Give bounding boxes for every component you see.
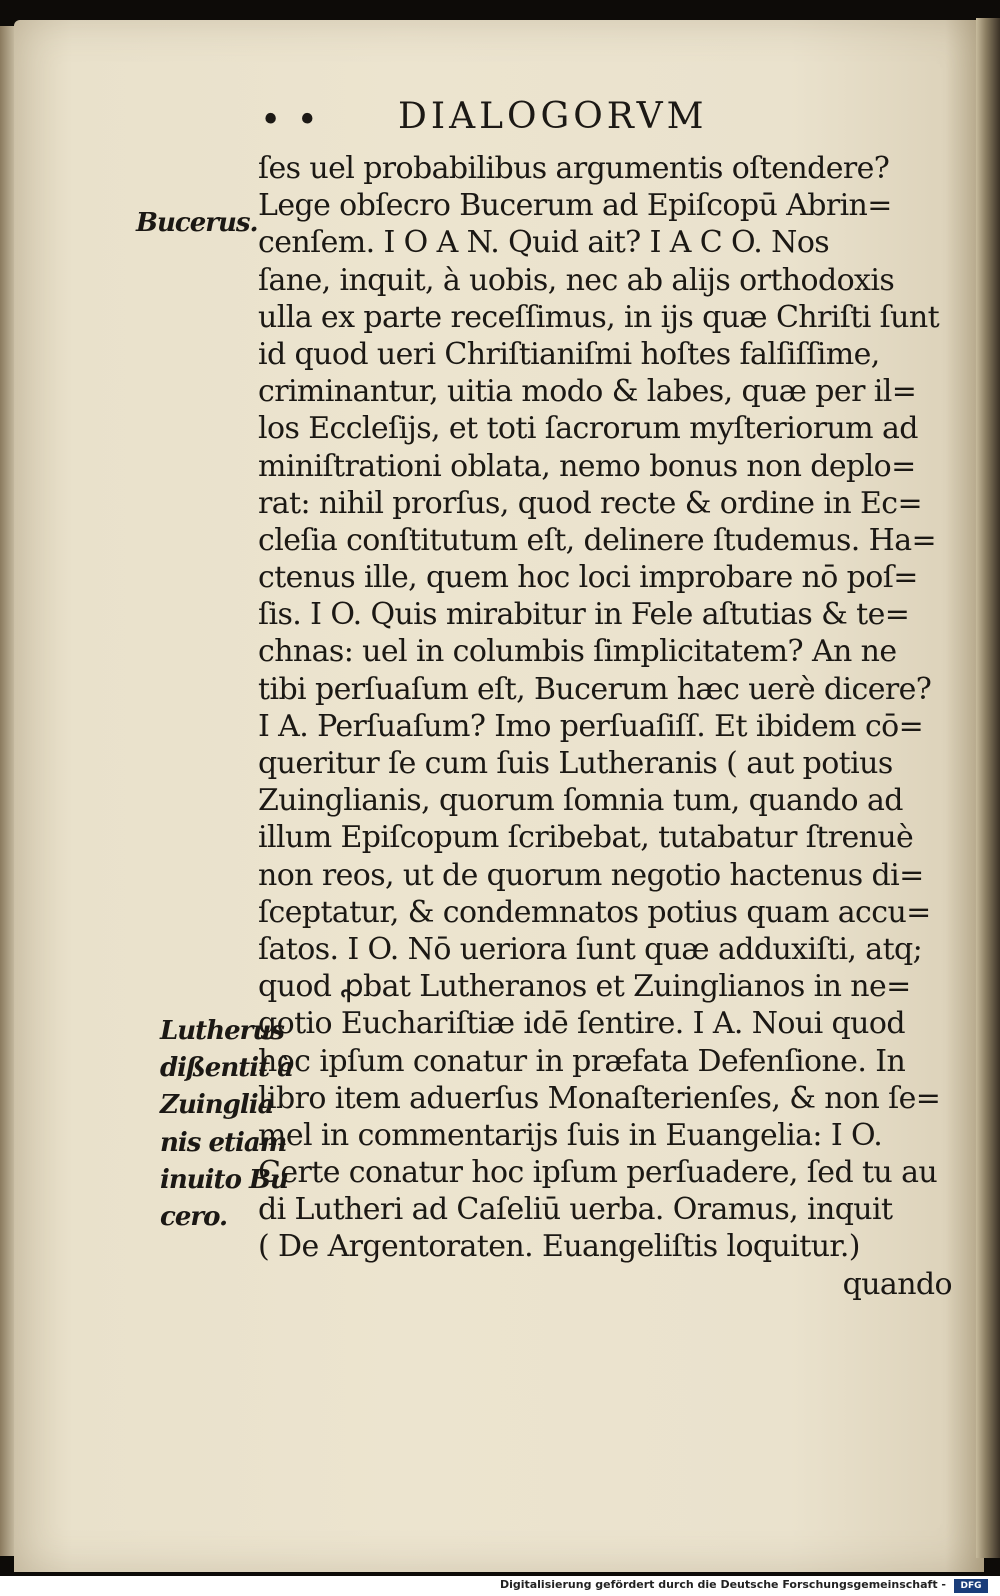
text-line: ſatos. I O. Nō ueriora ſunt quæ adduxiſti, atq;: [258, 931, 923, 967]
text-line: Zuinglianis, quorum ſomnia tum, quando ad: [258, 783, 903, 819]
margin-note-line: cero.: [160, 1201, 228, 1232]
text-line: ſis. I O. Quis mirabitur in Fele aſtutias & te=: [258, 597, 910, 633]
text-line: ( De Argentoraten. Euangeliſtis loquitur.): [258, 1229, 860, 1265]
catchword: quando: [842, 1266, 952, 1302]
text-line: miniſtrationi oblata, nemo bonus non deplo=: [258, 448, 916, 484]
text-line: los Eccleſijs, et toti ſacrorum myſteriorum ad: [258, 411, 918, 447]
text-line: hoc ipſum conatur in præfata Defenſione. In: [258, 1043, 906, 1079]
text-line: ſes uel probabilibus argumentis oſtendere?: [258, 151, 890, 186]
text-line: criminantur, uitia modo & labes, quæ per il=: [258, 374, 917, 410]
running-title: DIALOGORVM: [398, 96, 708, 137]
main-text-block: [258, 150, 976, 1303]
margin-note-line: Lutherus: [160, 1016, 284, 1046]
margin-note-line: Zuinglia: [160, 1090, 274, 1121]
margin-note-line: Bucerus.: [136, 208, 258, 238]
text-line: tibi perſuaſum eſt, Bucerum hæc uerè dicere?: [258, 671, 932, 707]
text-line: id quod ueri Chriſtianiſmi hoſtes falſiſſime,: [258, 336, 880, 372]
margin-note-bucerus: [136, 205, 258, 242]
text-line: I A. Perſuaſum? Imo perſuaſiſſ. Et ibidem cō=: [258, 708, 924, 744]
text-line: Certe conatur hoc ipſum perſuadere, ſed tu au: [258, 1155, 938, 1191]
text-line: ſceptatur, & condemnatos potius quam accu=: [258, 894, 931, 930]
margin-note-line: dißentit à: [160, 1053, 294, 1084]
text-line: illum Epiſcopum ſcribebat, tutabatur ſtrenuè: [258, 820, 914, 856]
text-line: mel in commentarijs ſuis in Euangelia: I O.: [258, 1117, 883, 1153]
text-line: Lege obſecro Bucerum ad Epiſcopū Abrin=: [258, 188, 892, 224]
margin-note-line: nis etiam: [160, 1127, 287, 1158]
margin-note-lutherus: [160, 1013, 294, 1236]
text-line: cenſem. I O A N. Quid ait? I A C O. Nos: [258, 225, 830, 261]
text-line: ulla ex parte receſſimus, in ijs quæ Chriſti ſunt: [258, 299, 940, 335]
margin-note-line: inuito Bu: [160, 1164, 288, 1195]
text-line: cleſia conſtitutum eſt, delinere ſtudemus. Ha=: [258, 522, 937, 558]
text-line: libro item aduerſus Monaſterienſes, & non ſe=: [258, 1080, 941, 1116]
text-line: ctenus ille, quem hoc loci improbare nō poſ=: [258, 560, 918, 596]
text-line: gotio Euchariſtiæ idē ſentire. I A. Noui quod: [258, 1006, 905, 1042]
text-line: ſane, inquit, à uobis, nec ab alijs orthodoxis: [258, 262, 895, 298]
page-marker: • •: [260, 100, 320, 141]
running-head: [260, 96, 820, 144]
text-line: non reos, ut de quorum negotio hactenus di=: [258, 857, 924, 893]
text-line: queritur ſe cum ſuis Lutheranis ( aut potius: [258, 746, 893, 781]
page-fore-edge: [976, 18, 1000, 1558]
text-line: di Lutheri ad Caſeliū uerba. Oramus, inquit: [258, 1192, 893, 1228]
dfg-logo-icon: DFG: [954, 1579, 988, 1593]
text-line: quod ꝓbat Lutheranos et Zuinglianos in ne=: [258, 969, 911, 1005]
text-line: chnas: uel in columbis ſimplicitatem? An ne: [258, 634, 897, 670]
text-line: rat: nihil prorſus, quod recte & ordine in Ec=: [258, 485, 923, 521]
digitization-footer: [0, 1576, 1000, 1596]
funding-credit: Digitalisierung gefördert durch die Deutsche Forschungsgemeinschaft -: [499, 1578, 946, 1591]
